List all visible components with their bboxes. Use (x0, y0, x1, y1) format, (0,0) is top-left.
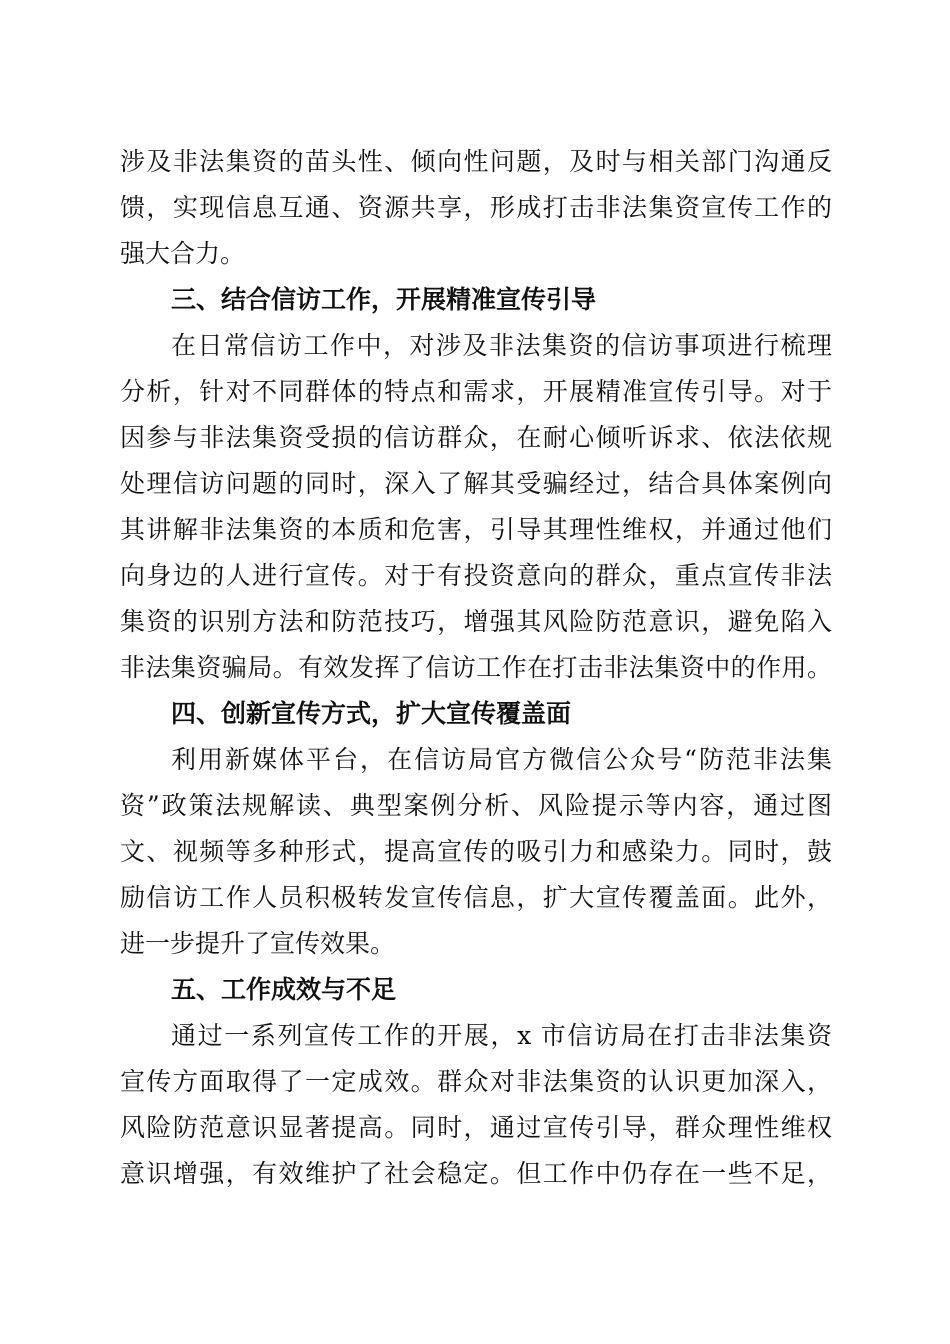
body-line-8: 其讲解非法集资的本质和危害，引导其理性维权，并通过他们 (120, 515, 832, 544)
body-line-17: 通过一系列宣传工作的开展，x 市信访局在打击非法集资 (171, 1021, 832, 1050)
body-line-5: 分析，针对不同群体的特点和需求，开展精准宣传引导。对于 (120, 377, 832, 406)
body-line-18: 宣传方面取得了一定成效。群众对非法集资的认识更加深入， (120, 1067, 832, 1096)
body-line-13: 资”政策法规解读、典型案例分析、风险提示等内容，通过图 (120, 791, 832, 820)
section-heading-4: 四、创新宣传方式，扩大宣传覆盖面 (171, 699, 572, 728)
body-line-14: 文、视频等多种形式，提高宣传的吸引力和感染力。同时，鼓 (120, 837, 832, 866)
body-line-7: 处理信访问题的同时，深入了解其受骗经过，结合具体案例向 (120, 469, 832, 498)
body-line-10: 集资的识别方法和防范技巧，增强其风险防范意识，避免陷入 (120, 607, 832, 636)
body-line-4: 在日常信访工作中，对涉及非法集资的信访事项进行梳理 (171, 331, 832, 360)
section-heading-3: 三、结合信访工作，开展精准宣传引导 (171, 285, 597, 314)
body-line-1: 涉及非法集资的苗头性、倾向性问题，及时与相关部门沟通反 (120, 147, 832, 176)
body-line-6: 因参与非法集资受损的信访群众，在耐心倾听诉求、依法依规 (120, 423, 832, 452)
body-line-19: 风险防范意识显著提高。同时，通过宣传引导，群众理性维权 (120, 1113, 832, 1142)
body-line-3: 强大合力。 (120, 239, 246, 268)
body-line-16: 进一步提升了宣传效果。 (120, 929, 396, 958)
section-heading-5: 五、工作成效与不足 (171, 975, 397, 1004)
body-line-9: 向身边的人进行宣传。对于有投资意向的群众，重点宣传非法 (120, 561, 832, 590)
body-line-15: 励信访工作人员积极转发宣传信息，扩大宣传覆盖面。此外， (120, 883, 832, 912)
body-line-20: 意识增强，有效维护了社会稳定。但工作中仍存在一些不足， (120, 1159, 832, 1188)
body-line-12: 利用新媒体平台，在信访局官方微信公众号“防范非法集 (171, 745, 832, 774)
body-line-11: 非法集资骗局。有效发挥了信访工作在打击非法集资中的作用。 (120, 653, 832, 682)
body-line-2: 馈，实现信息互通、资源共享，形成打击非法集资宣传工作的 (120, 193, 832, 222)
